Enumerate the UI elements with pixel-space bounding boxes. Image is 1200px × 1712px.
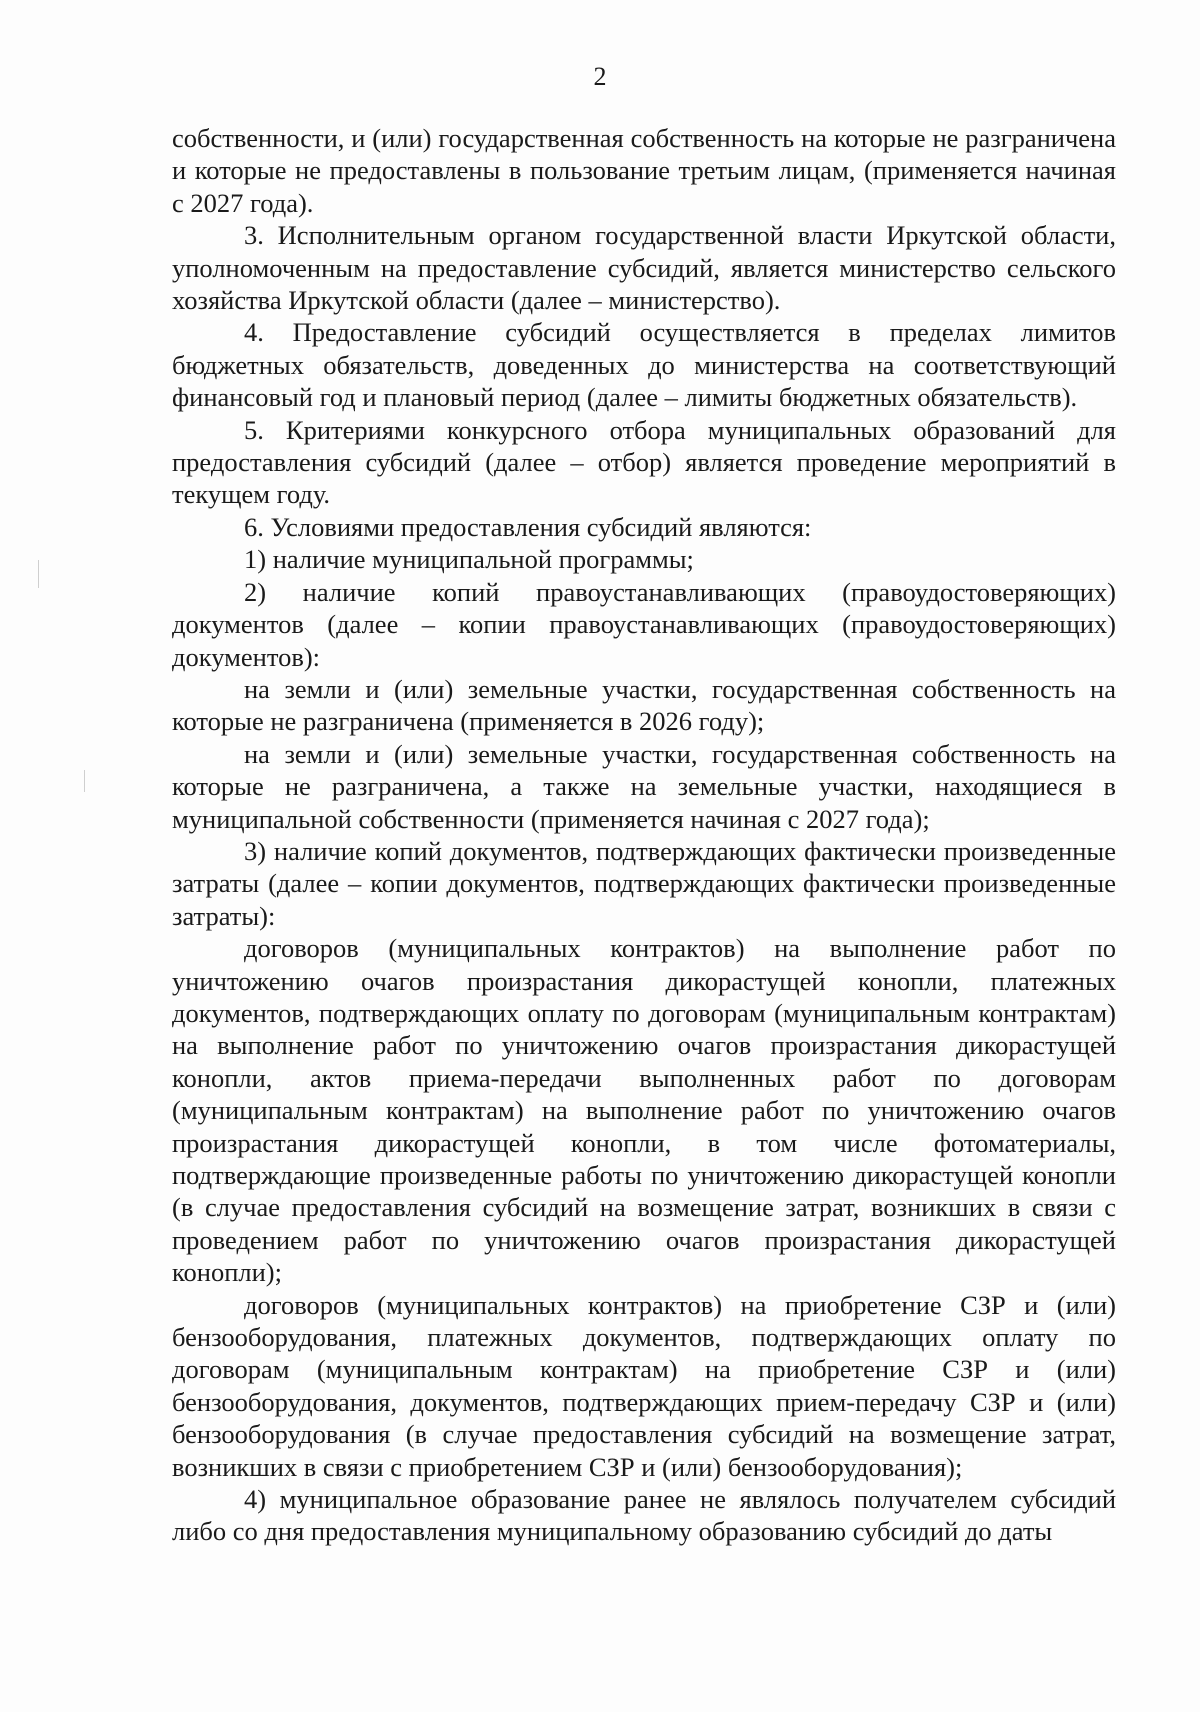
paragraph: договоров (муниципальных контрактов) на выполнение работ по уничтожению очагов произрастания дикорастущей конопли, платежных документов, подтверждающих оплату по договорам (муниципальным контрактам) на выполнение работ по уничтожению очагов произрастания дикорастущей конопли, актов приема-передачи выполненных работ по договорам (муниципальным контрактам) на выполнение работ по уничтожению очагов произрастания дикорастущей конопли, в том числе фотоматериалы, подтверждающие произведенные работы по уничтожению дикорастущей конопли (в случае предоставления субсидий на возмещение затрат, возникших в связи с проведением работ по уничтожению очагов произрастания дикорастущей конопли); (172, 933, 1116, 1288)
scan-margin-mark (84, 770, 85, 792)
paragraph: 5. Критериями конкурсного отбора муниципальных образований для предоставления субсидий (далее – отбор) является проведение мероприятий в текущем году. (172, 414, 1116, 510)
paragraph: договоров (муниципальных контрактов) на приобретение СЗР и (или) бензооборудования, платежных документов, подтверждающих оплату по договорам (муниципальным контрактам) на приобретение СЗР и (или) бензооборудования, документов, подтверждающих прием-передачу СЗР и (или) бензооборудования (в случае предоставления субсидий на возмещение затрат, возникших в связи с приобретением СЗР и (или) бензооборудования); (172, 1289, 1116, 1482)
paragraph: 6. Условиями предоставления субсидий являются: (244, 511, 812, 542)
paragraph: 1) наличие муниципальной программы; (244, 544, 694, 575)
paragraph: собственности, и (или) государственная собственность на которые не разграничена и которые не предоставлены в пользование третьим лицам, (применяется начиная с 2027 года). (172, 123, 1116, 218)
paragraph: на земли и (или) земельные участки, государственная собственность на которые не разграничена (применяется в 2026 году); (172, 673, 1116, 737)
paragraph: 4) муниципальное образование ранее не являлось получателем субсидий либо со дня предоставления муниципальному образованию субсидий до даты (172, 1484, 1116, 1547)
paragraph: 3) наличие копий документов, подтверждающих фактически произведенные затраты (далее – копии документов, подтверждающих фактически произведенные затраты): (172, 835, 1116, 931)
paragraph: 3. Исполнительным органом государственной власти Иркутской области, уполномоченным на предоставление субсидий, является министерство сельского хозяйства Иркутской области (далее – министерство). (172, 220, 1116, 316)
scan-margin-mark (38, 560, 39, 588)
paragraph: 4. Предоставление субсидий осуществляется в пределах лимитов бюджетных обязательств, доведенных до министерства на соответствующий финансовый год и плановый период (далее – лимиты бюджетных обязательств). (172, 317, 1116, 413)
page-number: 2 (593, 62, 607, 91)
document-body (172, 122, 1116, 1548)
paragraph: на земли и (или) земельные участки, государственная собственность на которые не разграничена, а также на земельные участки, находящиеся в муниципальной собственности (применяется начиная с 2027 года); (172, 738, 1116, 834)
paragraph: 2) наличие копий правоустанавливающих (правоудостоверяющих) документов (далее – копии правоустанавливающих (правоудостоверяющих) документов): (172, 576, 1116, 672)
